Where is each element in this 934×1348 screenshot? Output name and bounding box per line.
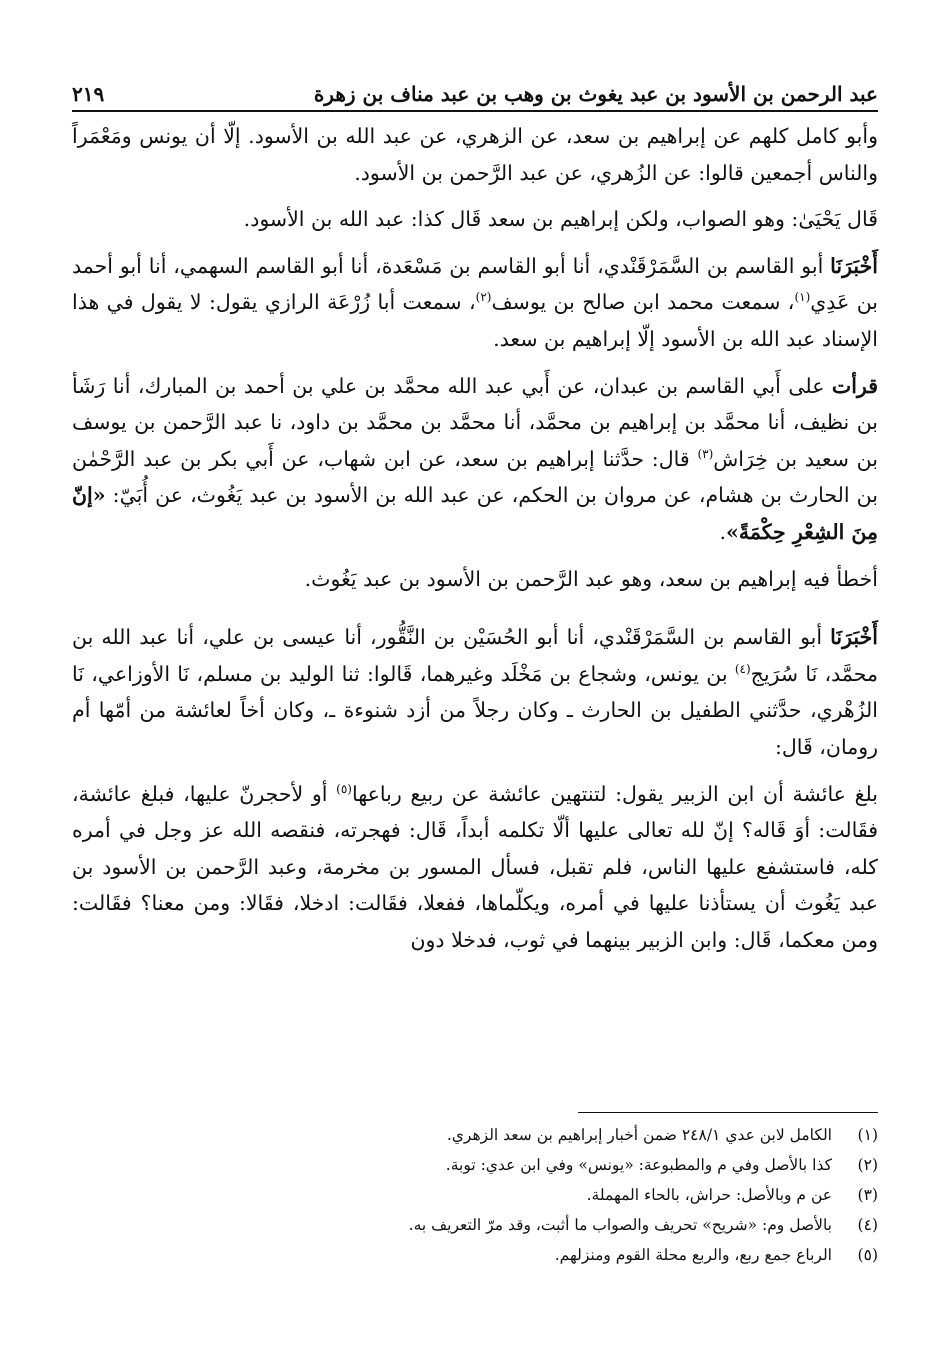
paragraph-lead: قرأت <box>831 373 878 398</box>
footnotes <box>72 1120 878 1270</box>
footnote-3 <box>72 1180 878 1210</box>
hadith-quote: «إنّ مِنَ الشِعْرِ حِكْمَةً» <box>72 483 878 544</box>
footnote-text: الكامل لابن عدي ٢٤٨/١ ضمن أخبار إبراهيم بن سعد الزهري. <box>446 1126 832 1144</box>
paragraph-text: أبو القاسم بن السَّمَرْقَنْدي، أنا أبو الحُسَيْن بن النَّقُّور، أنا عيسى بن علي، أنا عبد الله بن محمَّد، نَا سُرَيج <box>72 625 878 686</box>
paragraph-7 <box>72 776 878 959</box>
footnote-text: الرباع جمع ربع، والربع محلة القوم ومنزلهم. <box>554 1246 832 1264</box>
running-title: عبد الرحمن بن الأسود بن عبد يغوث بن وهب بن عبد مناف بن زهرة <box>313 82 878 106</box>
footnote-4 <box>72 1210 878 1240</box>
footnote-5 <box>72 1240 878 1270</box>
running-header <box>72 66 878 112</box>
page-number: ٢١٩ <box>72 82 105 106</box>
paragraph-text: . <box>719 519 727 544</box>
footnote-1 <box>72 1120 878 1150</box>
main-text <box>72 118 878 968</box>
footnote-2 <box>72 1150 878 1180</box>
footnote-text: كذا بالأصل وفي م والمطبوعة: «يونس» وفي ابن عدي: توبة. <box>445 1156 832 1174</box>
paragraph-text: ، سمعت محمد ابن صالح بن يوسف <box>491 290 795 315</box>
paragraph-text: على أَبي القاسم بن عبدان، عن أَبي عبد الله محمَّد بن علي بن أحمد بن المبارك، أنا رَشَأ بن نظيف، أنا محمَّد بن إبراهيم بن محمَّد، أنا محمَّد بن محمَّد بن داود، نا عبد الرَّحمن بن يوسف بن سعيد بن خِرَاش <box>72 373 878 471</box>
paragraph-text: بلغ عائشة أن ابن الزبير يقول: لتنتهين عائشة عن ربيع رباعها <box>351 781 878 806</box>
paragraph-1: وأبو كامل كلهم عن إبراهيم بن سعد، عن الزهري، عن عبد الله بن الأسود. إلّا أن يونس ومَعْمَراً والناس أجمعين قالوا: عن الزُهري، عن عبد الرَّحمن بن الأسود. <box>72 124 878 185</box>
paragraph-4 <box>72 368 878 551</box>
footnote-number: (٢) <box>857 1156 878 1174</box>
paragraph-lead: أَخْبَرَنَا <box>830 253 878 278</box>
paragraph-6 <box>72 619 878 765</box>
footnote-ref: (٤) <box>734 661 751 676</box>
paragraph-2: قَال يَحْيَىٰ: وهو الصواب، ولكن إبراهيم بن سعد قَال كذا: عبد الله بن الأسود. <box>243 207 878 232</box>
paragraph-5: أخطأ فيه إبراهيم بن سعد، وهو عبد الرَّحمن بن الأسود بن عبد يَغُوث. <box>304 566 878 591</box>
paragraph-text: أو لأحجرنّ عليها، فبلغ عائشة، فقَالت: أوَ قَاله؟ إنّ لله تعالى عليها ألّا تكلمه أبداً، قَال: فهجرته، فنقصه الله عز وجل في أمره كله، فاستشفع عليها الناس، فلم تقبل، فسأل المسور بن مخرمة، وعبد الرَّحمن بن الأسود بن عبد يَغُوث أن يستأذنا عليها في أمره، ويكلّماها، ففعلا، فقَالت: ادخلا، فقَالا: ومن معنا؟ فقَالت: ومن معكما، قَال: وابن الزبير بينهما في ثوب، فدخلا دون <box>72 781 878 952</box>
footnote-number: (١) <box>857 1126 878 1144</box>
footnote-ref: (١) <box>794 290 811 305</box>
footnote-ref: (٥) <box>336 781 352 796</box>
paragraph-text: بن يونس، وشجاع بن مَخْلَد وغيرهما، قَالوا: ثنا الوليد بن مسلم، نَا الأوزاعي، نَا الزُهْري، حدَّثني الطفيل بن الحارث ـ وكان رجلاً من أزد شنوءة ـ، وكان أخاً لعائشة من أمّها أم رومان، قَال: <box>72 661 878 759</box>
paragraph-text: أبو القاسم بن السَّمَرْقَنْدي، أنا أبو القاسم بن مَسْعَدة، أنا أبو القاسم السهمي، أنا أبو أحمد بن عَدِي <box>72 253 879 315</box>
footnote-number: (٣) <box>857 1186 878 1204</box>
footnote-text: بالأصل وم: «شريح» تحريف والصواب ما أثبت، وقد مرّ التعريف به. <box>408 1216 832 1234</box>
footnote-divider <box>578 1112 878 1113</box>
footnote-ref: (٣) <box>697 446 714 461</box>
paragraph-3 <box>72 248 878 358</box>
footnote-number: (٤) <box>857 1216 878 1234</box>
paragraph-lead: أَخْبَرَنَا <box>830 625 878 650</box>
paragraph-text: قال: حدَّثنا إبراهيم بن سعد، عن ابن شهاب، عن أَبي بكر بن عبد الرَّحْمٰن بن الحارث بن هشام، عن مروان بن الحكم، عن عبد الله بن الأسود بن عبد يَغُوث، عن أُبَيّ: <box>72 446 878 508</box>
footnote-text: عن م وبالأصل: حراش، بالحاء المهملة. <box>586 1186 832 1204</box>
footnote-ref: (٢) <box>475 290 492 305</box>
footnote-number: (٥) <box>857 1246 878 1264</box>
paragraph-text: ، سمعت أبا زُرْعَة الرازي يقول: لا يقول في هذا الإسناد عبد الله بن الأسود إلّا إبراهيم بن سعد. <box>72 290 878 351</box>
